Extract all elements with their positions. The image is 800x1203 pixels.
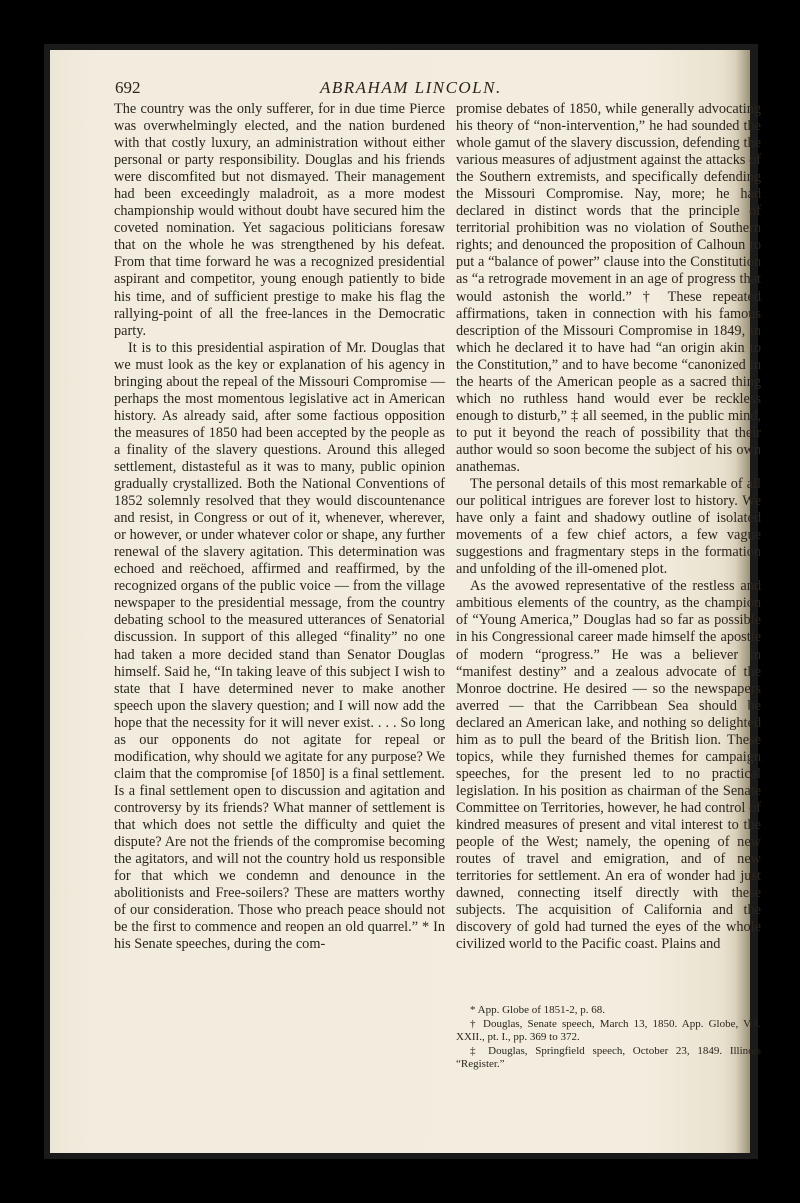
footnote: * App. Globe of 1851-2, p. 68. (470, 1004, 606, 1016)
page-number: 692 (115, 78, 141, 97)
paragraph: promise debates of 1850, while generally advocating his theory of “non-intervention,” he had sounded the whole gamut of the slavery discussion, defending the various measures of adjustment against the attacks of the Southern extremists, and specifically defending the Missouri Compromise. Nay, more; he had declared in distinct words that the principle of territorial prohibition was no violation of Southern rights; and denounced the proposition of Calhoun to put a “balance of power” clause into the Constitution as “a retrograde movement in an age of progress that would astonish the world.” † These repeated affirmations, taken in connection with his famous description of the Missouri Compromise in 1849, in which he declared it to have had “an origin akin to the Constitution,” and to have become “canonized in the hearts of the American people as a sacred thing which no ruthless hand would ever be reckless enough to disturb,” ‡ all seemed, in the public mind, to put it beyond the reach of possibility that their author would so soon become the subject of his own anathemas. (456, 101, 761, 475)
paragraph: It is to this presidential aspiration of Mr. Douglas that we must look as the key or explanation of his agency in bringing about the repeal of the Missouri Compromise — perhaps the most momentous legislative act in American history. As already said, after some factious opposition the measures of 1850 had been accepted by the people as a finality of the slavery questions. Around this alleged settlement, distasteful as it was to many, public opinion gradually crystallized. Both the National Conventions of 1852 solemnly resolved that they would discountenance and resist, in Congress or out of it, whenever, wherever, or however, or under whatever color or shape, any further renewal of the slavery agitation. This determination was echoed and reëchoed, affirmed and reaffirmed, by the recognized organs of the public voice — from the village newspaper to the presidential message, from the country debating school to the measured utterances of Senatorial discussion. In support of this alleged “finality” no one had taken a more decided stand than Senator Douglas himself. Said he, “In taking leave of this subject I wish to state that I have determined never to make another speech upon the slavery question; and I will now add the hope that the necessity for it will never exist. . . . So long as our opponents do not agitate for repeal or modification, why should we agitate for any purpose? We claim that the compromise [of 1850] is a final settlement. Is a final settlement open to discussion and agitation and controversy by its friends? What manner of settlement is that which does not settle the difficulty and quiet the dispute? Are not the friends of the compromise becoming the agitators, and will not the country hold us responsible for that which we condemn and denounce in the abolitionists and Free-soilers? These are matters worthy of our consideration. Those who preach peace should not be the first to commence and reopen an old quarrel.” * In his Senate speeches, during the com- (114, 339, 445, 953)
footnote: ‡ Douglas, Springfield speech, October 23, 1849. Illinois “Register.” (456, 1044, 761, 1070)
footnote: † Douglas, Senate speech, March 13, 1850. App. Globe, Vol. XXII., pt. I., pp. 369 to 372. (456, 1017, 761, 1043)
footnotes (456, 1004, 761, 1072)
paragraph: The country was the only sufferer, for in due time Pierce was overwhelmingly elected, and the nation burdened with that costly luxury, an administration without either personal or party responsibility. Douglas and his friends were discomfited but not dismayed. Their management had been exceedingly maladroit, as a more modest championship would without doubt have secured him the coveted nomination. Yet sagacious politicians foresaw that on the whole he was strengthened by his defeat. From that time forward he was a recognized presidential aspirant and competitor, young enough patiently to bide his time, and of sufficient prestige to make his flag the rallying-point of all the free-lances in the Democratic party. (114, 101, 445, 339)
right-column (456, 101, 761, 953)
left-column (114, 101, 445, 953)
paragraph: As the avowed representative of the restless and ambitious elements of the country, as the champion of “Young America,” Douglas had so far as possible in his Congressional career made himself the apostle of modern “progress.” He was a believer in “manifest destiny” and a zealous advocate of the Monroe doctrine. He desired — so the newspapers averred — that the Carribbean Sea should be declared an American lake, and nothing so delighted him as to pull the beard of the British lion. These topics, while they furnished themes for campaign speeches, for the present led to no practical legislation. In his position as chairman of the Senate Committee on Territories, however, he had control of kindred measures of present and vital interest to the people of the West; namely, the opening of new routes of travel and emigration, and of new territories for settlement. An era of wonder had just dawned, connecting itself directly with these subjects. The acquisition of California and the discovery of gold had turned the eyes of the whole civilized world to the Pacific coast. Plains and (456, 578, 761, 953)
paragraph: The personal details of this most remarkable of all our political intrigues are forever lost to history. We have only a faint and shadowy outline of isolated movements of a few chief actors, a few vague suggestions and fragmentary steps in the formation and unfolding of the ill-omened plot. (456, 476, 761, 578)
running-head: ABRAHAM LINCOLN. (320, 78, 502, 97)
